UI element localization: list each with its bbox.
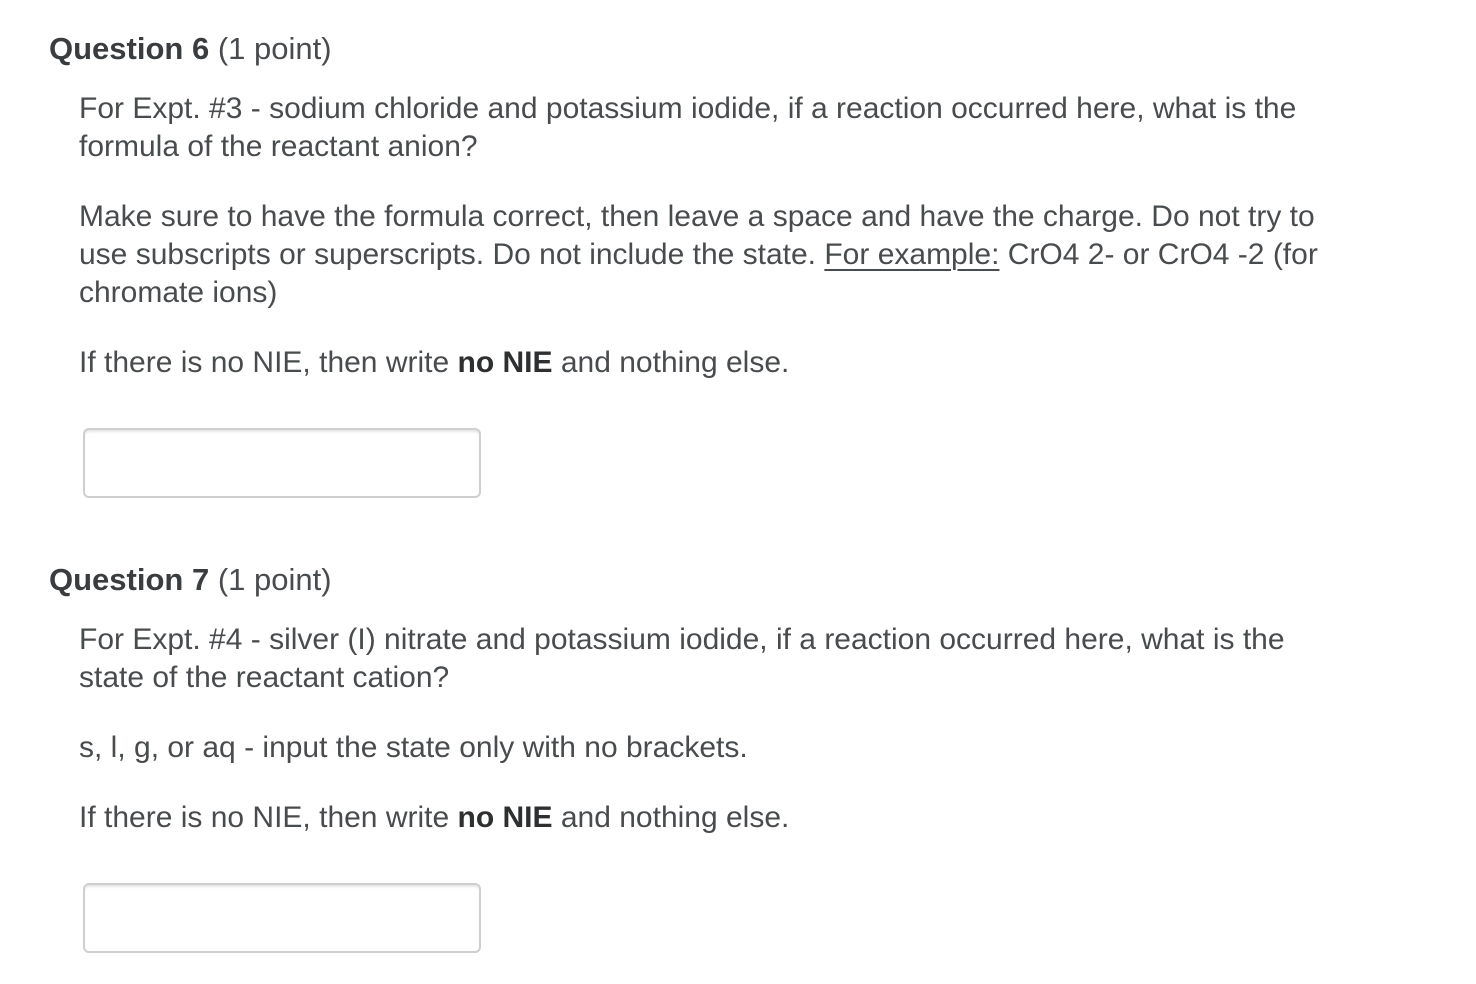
answer-input[interactable] [83,428,481,498]
question-title: Question 7 [49,562,210,597]
question-instruction [79,198,1349,312]
nie-bold-text: no NIE [457,346,553,379]
question-points: (1 point) [217,31,332,66]
question-nie-note [79,799,1349,837]
question-prompt: For Expt. #3 - sodium chloride and potassium iodide, if a reaction occurred here, what is the formula of the reactant anion? [79,92,1297,163]
nie-text: If there is no NIE, then write [79,801,458,834]
nie-bold-text: no NIE [457,801,553,834]
question-7 [49,561,1349,953]
answer-input[interactable] [83,883,481,953]
question-title: Question 6 [49,31,210,66]
question-6 [49,30,1349,498]
example-link[interactable]: For example: [824,238,1000,271]
question-nie-note [79,344,1349,382]
question-heading [49,561,1349,599]
question-heading [49,30,1349,68]
question-instruction: s, l, g, or aq - input the state only with no brackets. [79,731,748,764]
nie-text-end: and nothing else. [552,346,790,379]
instruction-example: CrO4 2- or CrO4 -2 (for chromate ions) [79,238,1318,309]
nie-text-end: and nothing else. [552,801,790,834]
question-body [79,90,1349,498]
question-points: (1 point) [217,562,332,597]
question-prompt: For Expt. #4 - silver (I) nitrate and potassium iodide, if a reaction occurred here, what is the state of the reactant cation? [79,623,1285,694]
question-body [79,621,1349,953]
instruction-text: Make sure to have the formula correct, then leave a space and have the charge. Do not try to use subscripts or superscripts. Do not include the state. [79,200,1315,271]
nie-text: If there is no NIE, then write [79,346,458,379]
